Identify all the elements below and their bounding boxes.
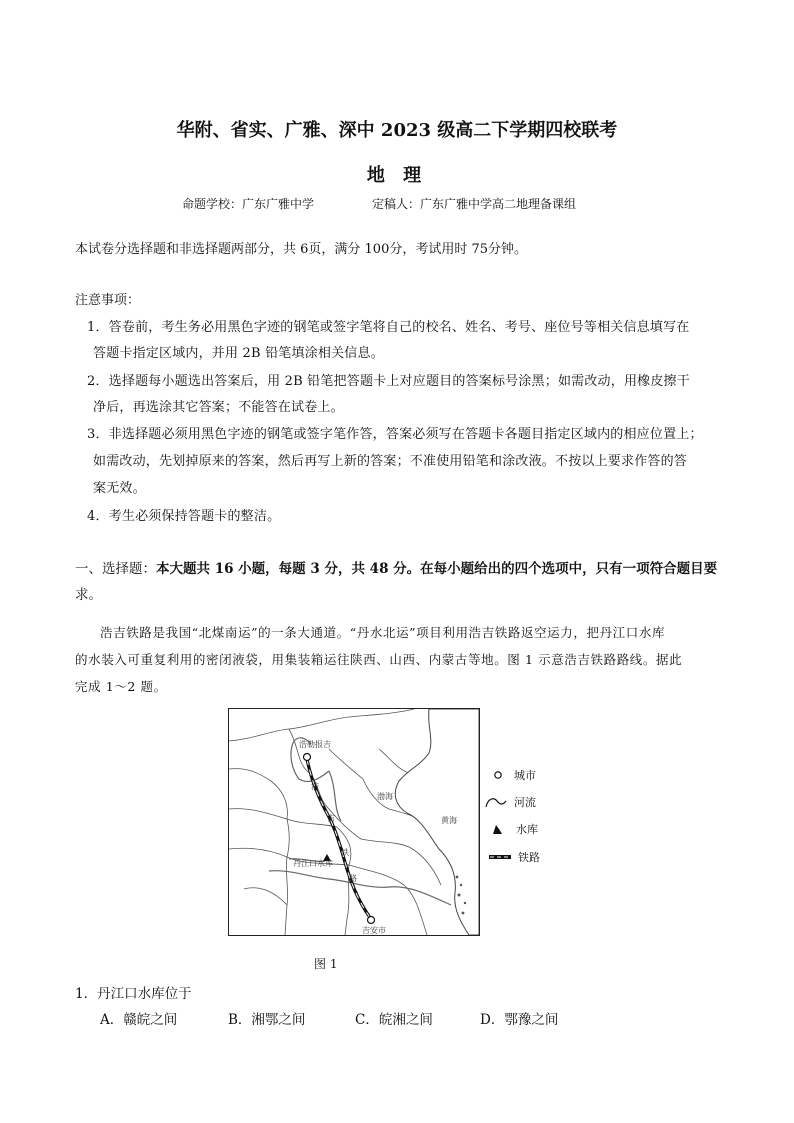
option-c: C．皖湘之间 [355, 1012, 433, 1028]
legend-reservoir [490, 821, 538, 837]
legend-city [492, 767, 536, 783]
legend-label: 铁路 [518, 851, 540, 864]
boundary-line [229, 809, 337, 827]
city-marker-north [304, 754, 311, 761]
option-b: B．湘鄂之间 [228, 1012, 306, 1028]
option-a: A．赣皖之间 [100, 1012, 178, 1028]
legend-label: 河流 [514, 796, 536, 809]
legend-river [484, 794, 536, 810]
section-heading-cont: 求。 [75, 587, 102, 603]
legend-railway [488, 849, 540, 865]
boundary-line [244, 888, 287, 905]
map-rail-char: 路 [349, 874, 357, 883]
boundary-line [229, 709, 414, 741]
question-1-stem: 1．丹江口水库位于 [75, 986, 192, 1002]
city-icon [492, 769, 506, 781]
coastline [395, 709, 479, 935]
subject-title: 地 理 [366, 165, 428, 186]
map-label-huanghai: 黄海 [441, 816, 457, 825]
exam-title: 华附、省实、广雅、深中 2023 级高二下学期四校联考 [176, 120, 618, 141]
finalizer: 定稿人：广东广雅中学高二地理备课组 [372, 197, 577, 211]
notice-line: 4．考生必须保持答题卡的整洁。 [87, 509, 281, 524]
notice-line: 1．答卷前，考生务必用黑色字迹的钢笔或签字笔将自己的校名、姓名、考号、座位号等相关信息填写在 [87, 320, 690, 335]
railway-map [228, 708, 480, 936]
figure-caption: 图 1 [314, 957, 338, 971]
notice-line: 3．非选择题必须用黑色字迹的钢笔或签字笔作答，答案必须写在答题卡各题目指定区域内的相应位置上； [87, 427, 703, 442]
section-prefix: 一、选择题： [75, 561, 156, 577]
legend-label: 城市 [514, 769, 536, 782]
section-instructions: 本大题共 16 小题，每题 3 分，共 48 分。在每小题给出的四个选项中，只有一项符合题目要 [156, 561, 718, 577]
map-label-reservoir: 丹江口水库 [293, 859, 333, 868]
notice-line: 2．选择题每小题选出答案后，用 2B 铅笔把答题卡上对应题目的答案标号涂黑；如需改动，用橡皮擦干 [87, 374, 690, 389]
boundary-line [285, 819, 289, 935]
map-rail-char: 浩 [311, 782, 319, 791]
exam-intro: 本试卷分选择题和非选择题两部分，共 6页，满分 100分，考试用时 75分钟。 [75, 242, 528, 257]
map-label-bohai: 渤海 [377, 792, 393, 801]
notice-heading: 注意事项： [75, 293, 141, 308]
passage-line: 的水装入可重复利用的密闭液袋，用集装箱运往陕西、山西、内蒙古等地。图 1 示意浩吉铁路路线。据此 [75, 652, 683, 667]
passage-line: 完成 1～2 题。 [75, 679, 167, 694]
notice-line: 答题卡指定区域内，并用 2B 铅笔填涂相关信息。 [93, 346, 384, 361]
notice-line: 如需改动，先划掉原来的答案，然后再写上新的答案；不准使用铅笔和涂改液。不按以上要求作答的答 [93, 454, 688, 469]
map-label-north-city: 浩勒报吉 [299, 740, 331, 749]
reservoir-icon [490, 822, 506, 836]
river-icon [484, 795, 508, 809]
map-rail-char: 吉 [327, 814, 335, 823]
proposer-school: 命题学校：广东广雅中学 [182, 197, 315, 211]
railway-icon [488, 852, 512, 862]
passage-line: 浩吉铁路是我国“北煤南运”的一条大通道。“丹水北运”项目利用浩吉铁路返空运力，把丹江口水库 [100, 625, 666, 640]
city-marker-south [368, 917, 375, 924]
section-heading [75, 557, 717, 577]
boundary-line [361, 839, 441, 885]
map-rail-char: 铁 [341, 848, 349, 857]
option-d: D．鄂豫之间 [480, 1012, 559, 1028]
notice-line: 净后，再选涂其它答案；不能答在试卷上。 [93, 400, 344, 415]
notice-line: 案无效。 [93, 481, 146, 496]
map-label-south-city: 吉安市 [362, 926, 386, 935]
legend-label: 水库 [516, 823, 538, 836]
